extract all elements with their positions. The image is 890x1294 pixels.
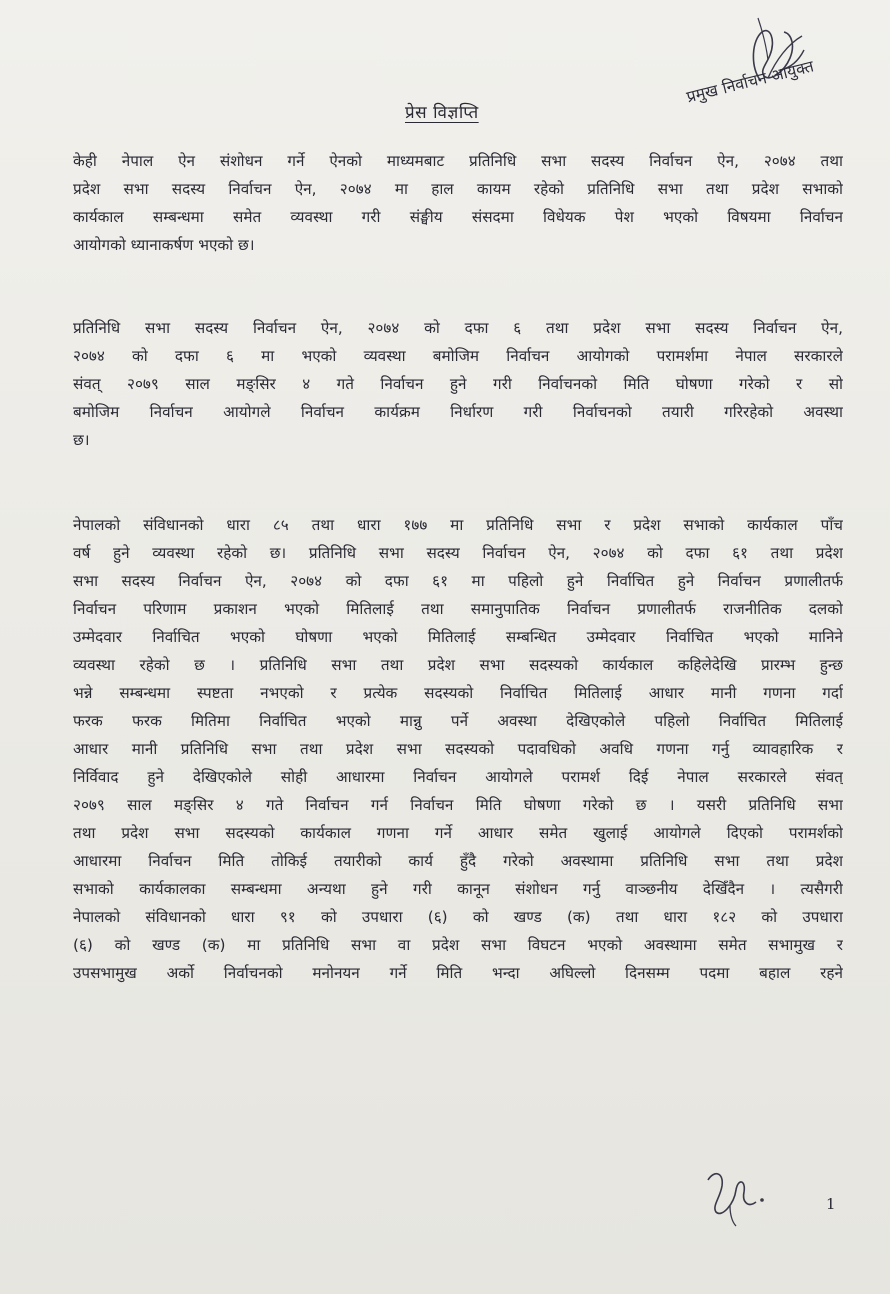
text-line: आधारमा निर्वाचन मिति तोकिई तयारीको कार्य हुँदै गरेको अवस्थामा प्रतिनिधि सभा तथा प्रदेश (73, 852, 843, 870)
text-line: कार्यकाल सम्बन्धमा समेत व्यवस्था गरी संङ्घीय संसदमा विधेयक पेश भएको विषयमा निर्वाचन (73, 208, 843, 226)
text-line: २०७४ को दफा ६ मा भएको व्यवस्था बमोजिम निर्वाचन आयोगको परामर्शमा नेपाल सरकारले (73, 347, 843, 365)
text-line: नेपालको संविधानको धारा ९१ को उपधारा (६) को खण्ड (क) तथा धारा १८२ को उपधारा (73, 908, 843, 926)
text-line: २०७९ साल मङ्सिर ४ गते निर्वाचन गर्न निर्वाचन मिति घोषणा गरेको छ । यसरी प्रतिनिधि सभा (73, 796, 843, 814)
text-line: भन्ने सम्बन्धमा स्पष्टता नभएको र प्रत्येक सदस्यको निर्वाचित मितिलाई आधार मानी गणना गर्दा (73, 684, 843, 702)
text-line: प्रदेश सभा सदस्य निर्वाचन ऐन, २०७४ मा हाल कायम रहेको प्रतिनिधि सभा तथा प्रदेश सभाको (73, 180, 843, 198)
text-line: वर्ष हुने व्यवस्था रहेको छ। प्रतिनिधि सभा सदस्य निर्वाचन ऐन, २०७४ को दफा ६१ तथा प्रदेश (73, 544, 843, 562)
paragraph-3 (73, 511, 843, 987)
text-line: निर्विवाद हुने देखिएकोले सोही आधारमा निर्वाचन आयोगले परामर्श दिई नेपाल सरकारले संवत् (73, 768, 843, 786)
text-line: उपसभामुख अर्को निर्वाचनको मनोनयन गर्ने मिति भन्दा अघिल्लो दिनसम्म पदमा बहाल रहने (73, 964, 843, 982)
text-line: तथा प्रदेश सभा सदस्यको कार्यकाल गणना गर्ने आधार समेत खुलाई आयोगले दिएको परामर्शको (73, 824, 843, 842)
text-line: केही नेपाल ऐन संशोधन गर्ने ऐनको माध्यमबाट प्रतिनिधि सभा सदस्य निर्वाचन ऐन, २०७४ तथा (73, 152, 843, 170)
page-title: प्रेस विज्ञप्ति (405, 103, 479, 123)
text-line: छ। (73, 431, 90, 449)
page-number: 1 (826, 1195, 836, 1213)
paragraph-1 (73, 147, 843, 259)
text-line: सभा सदस्य निर्वाचन ऐन, २०७४ को दफा ६१ मा पहिलो हुने निर्वाचित हुने निर्वाचन प्रणालीतर्फ (73, 572, 843, 590)
text-line: आयोगको ध्यानाकर्षण भएको छ। (73, 236, 255, 254)
text-line: आधार मानी प्रतिनिधि सभा तथा प्रदेश सभा सदस्यको पदावधिको अवधि गणना गर्नु व्यावहारिक र (73, 740, 843, 758)
text-line: व्यवस्था रहेको छ । प्रतिनिधि सभा तथा प्रदेश सभा सदस्यको कार्यकाल कहिलेदेखि प्रारम्भ हुन्छ (73, 656, 843, 674)
text-line: बमोजिम निर्वाचन आयोगले निर्वाचन कार्यक्रम निर्धारण गरी निर्वाचनको तयारी गरिरहेको अवस्था (73, 403, 843, 421)
text-line: नेपालको संविधानको धारा ८५ तथा धारा १७७ मा प्रतिनिधि सभा र प्रदेश सभाको कार्यकाल पाँच (73, 516, 843, 534)
text-line: संवत् २०७९ साल मङ्सिर ४ गते निर्वाचन हुने गरी निर्वाचनको मिति घोषणा गरेको र सो (73, 375, 843, 393)
text-line: सभाको कार्यकालका सम्बन्धमा अन्यथा हुने गरी कानून संशोधन गर्नु वाञ्छनीय देखिँदैन । त्यसैगरी (73, 880, 843, 898)
designation-stamp: प्रमुख निर्वाचन आयुक्त (684, 56, 816, 107)
text-line: प्रतिनिधि सभा सदस्य निर्वाचन ऐन, २०७४ को दफा ६ तथा प्रदेश सभा सदस्य निर्वाचन ऐन, (73, 319, 843, 337)
text-line: (६) को खण्ड (क) मा प्रतिनिधि सभा वा प्रदेश सभा विघटन भएको अवस्थामा समेत सभामुख र (73, 936, 843, 954)
text-line: उम्मेदवार निर्वाचित भएको घोषणा भएको मितिलाई सम्बन्धित उम्मेदवार निर्वाचित भएको मानिने (73, 628, 843, 646)
text-line: निर्वाचन परिणाम प्रकाशन भएको मितिलाई तथा समानुपातिक निर्वाचन प्रणालीतर्फ राजनीतिक दलको (73, 600, 843, 618)
paragraph-2 (73, 314, 843, 454)
text-line: फरक फरक मितिमा निर्वाचित भएको मान्नु पर्ने अवस्था देखिएकोले पहिलो निर्वाचित मितिलाई (73, 712, 843, 730)
signature-bottom-icon (700, 1150, 780, 1230)
